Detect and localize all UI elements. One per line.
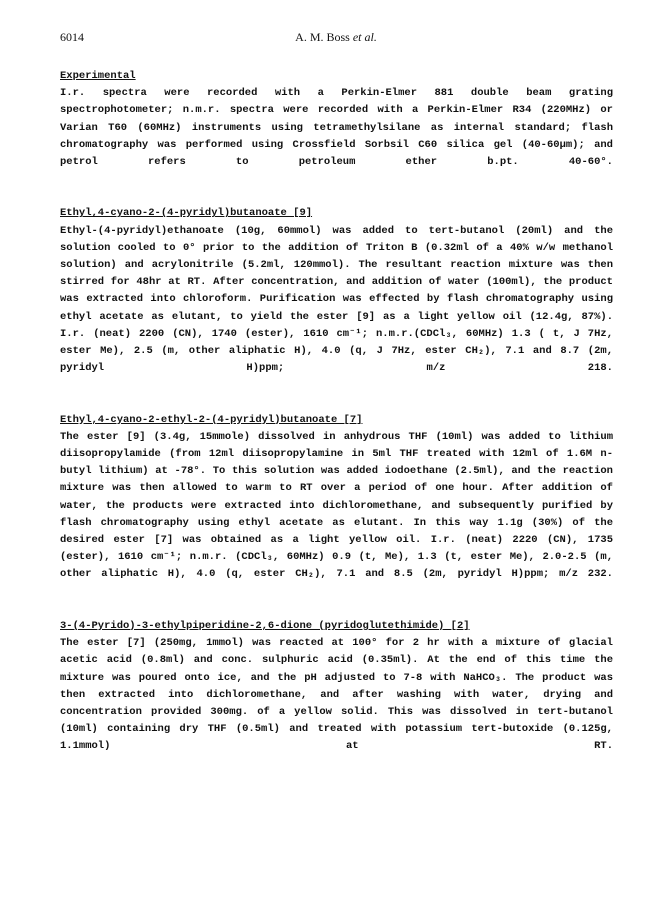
page-header [0, 30, 672, 50]
section-experimental [60, 68, 613, 188]
section-paragraph: The ester [9] (3.4g, 15mmole) dissolved in anhydrous THF (10ml) was added to lithium diisopropylamide (from 12ml diisopropylamine in 5ml THF treated with 12ml of 1.6M n-butyl lithium) at -78°. To this solution was added iodoethane (2.5ml), and the reaction mixture was then allowed to warm to RT over a period of one hour. After addition of water, the products were extracted into dichloromethane, and subsequently purified by flash chromatography using ethyl acetate as elutant. In this way 1.1g (30%) of the desired ester [7] was obtained as a light yellow oil. I.r. (neat) 2220 (CN), 1735 (ester), 1610 cm⁻¹; n.m.r. (CDCl₃, 60MHz) 0.9 (t, Me), 1.3 (t, ester Me), 2.0-2.5 (m, other aliphatic H), 4.0 (q, ester CH₂), 7.1 and 8.5 (2m, pyridyl H)ppm; m/z 232. [60, 430, 613, 581]
page-number: 6014 [60, 30, 84, 44]
section-paragraph: Ethyl-(4-pyridyl)ethanoate (10g, 60mmol) was added to tert-butanol (20ml) and the solution cooled to 0° prior to the addition of Triton B (0.32ml of a 40% w/w methanol solution) and acrylonitrile (5.2ml, 120mmol). The resultant reaction mixture was then stirred for 48hr at RT. After concentration, and addition of water (100ml), the product was extracted into chloroform. Purification was effected by flash chromatography using ethyl acetate as elutant, to yield the ester [9] as a light yellow oil (12.4g, 87%). I.r. (neat) 2200 (CN), 1740 (ester), 1610 cm⁻¹; n.m.r.(CDCl₃, 60MHz) 1.3 ( t, J 7Hz, ester Me), 2.5 (m, other aliphatic H), 4.0 (q, J 7Hz, ester CH₂), 7.1 and 8.7 (2m, pyridyl H)ppm; m/z 218. [60, 224, 613, 375]
section-paragraph: I.r. spectra were recorded with a Perkin-Elmer 881 double beam grating spectrophotometer; n.m.r. spectra were recorded with a Perkin-Elmer R34 (220MHz) or Varian T60 (60MHz) instruments using tetramethylsilane as internal standard; flash chromatography was performed using Crossfield Sorbsil C60 silica gel (40-60µm); and petrol refers to petroleum ether b.pt. 40-60°. [60, 87, 613, 169]
running-head-etal: et al. [352, 30, 377, 44]
section-paragraph: The ester [7] (250mg, 1mmol) was reacted at 100° for 2 hr with a mixture of glacial acetic acid (0.8ml) and conc. sulphuric acid (0.35ml). At the end of this time the mixture was poured onto ice, and the pH adjusted to 7-8 with NaHCO₃. The product was then extracted into dichloromethane, and after washing with water, drying and concentration provided 300mg. of a yellow solid. This was dissolved in tert-butanol (10ml) containing dry THF (0.5ml) and treated with potassium tert-butoxide (0.125g, 1.1mmol) at RT. [60, 637, 613, 753]
section-heading: 3-(4-Pyrido)-3-ethylpiperidine-2,6-dione (pyridoglutethimide) [2] [60, 619, 470, 632]
section-heading: Ethyl,4-cyano-2-ethyl-2-(4-pyridyl)butanoate [7] [60, 413, 363, 426]
running-head-authors: A. M. Boss [295, 30, 350, 44]
section-ester-7 [60, 412, 613, 601]
section-pyridoglutethimide [60, 618, 613, 773]
section-heading: Ethyl,4-cyano-2-(4-pyridyl)butanoate [9] [60, 207, 313, 220]
article-body [60, 68, 613, 790]
running-head [0, 30, 672, 45]
section-ester-9 [60, 205, 613, 394]
section-heading: Experimental [60, 70, 136, 82]
